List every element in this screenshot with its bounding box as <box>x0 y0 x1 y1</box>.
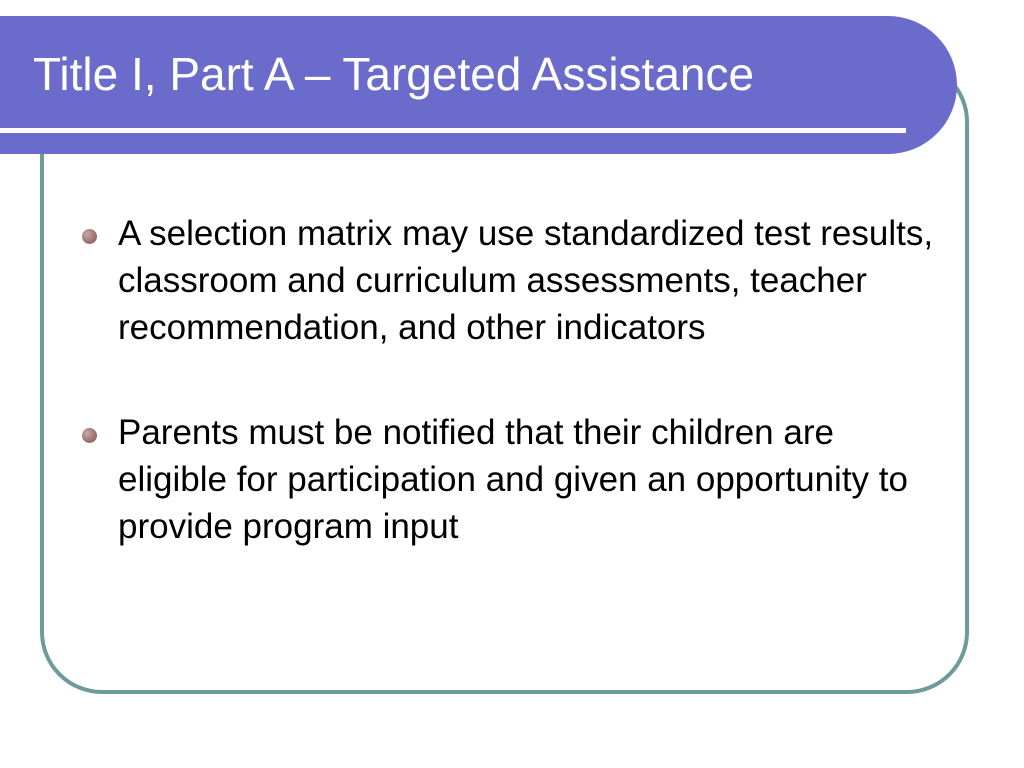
bullet-list <box>80 210 950 608</box>
title-underline <box>0 128 906 133</box>
bullet-text: Parents must be notified that their children are eligible for participation and given an opportunity to provide program input <box>118 413 908 546</box>
slide-title: Title I, Part A – Targeted Assistance <box>33 48 755 100</box>
bullet-text: A selection matrix may use standardized test results, classroom and curriculum assessments, teacher recommendation, and other indicators <box>118 214 934 347</box>
bullet-item-selection-matrix <box>80 210 950 351</box>
bullet-dot-icon <box>82 229 97 244</box>
bullet-item-parent-notification <box>80 409 950 550</box>
bullet-dot-icon <box>82 428 97 443</box>
